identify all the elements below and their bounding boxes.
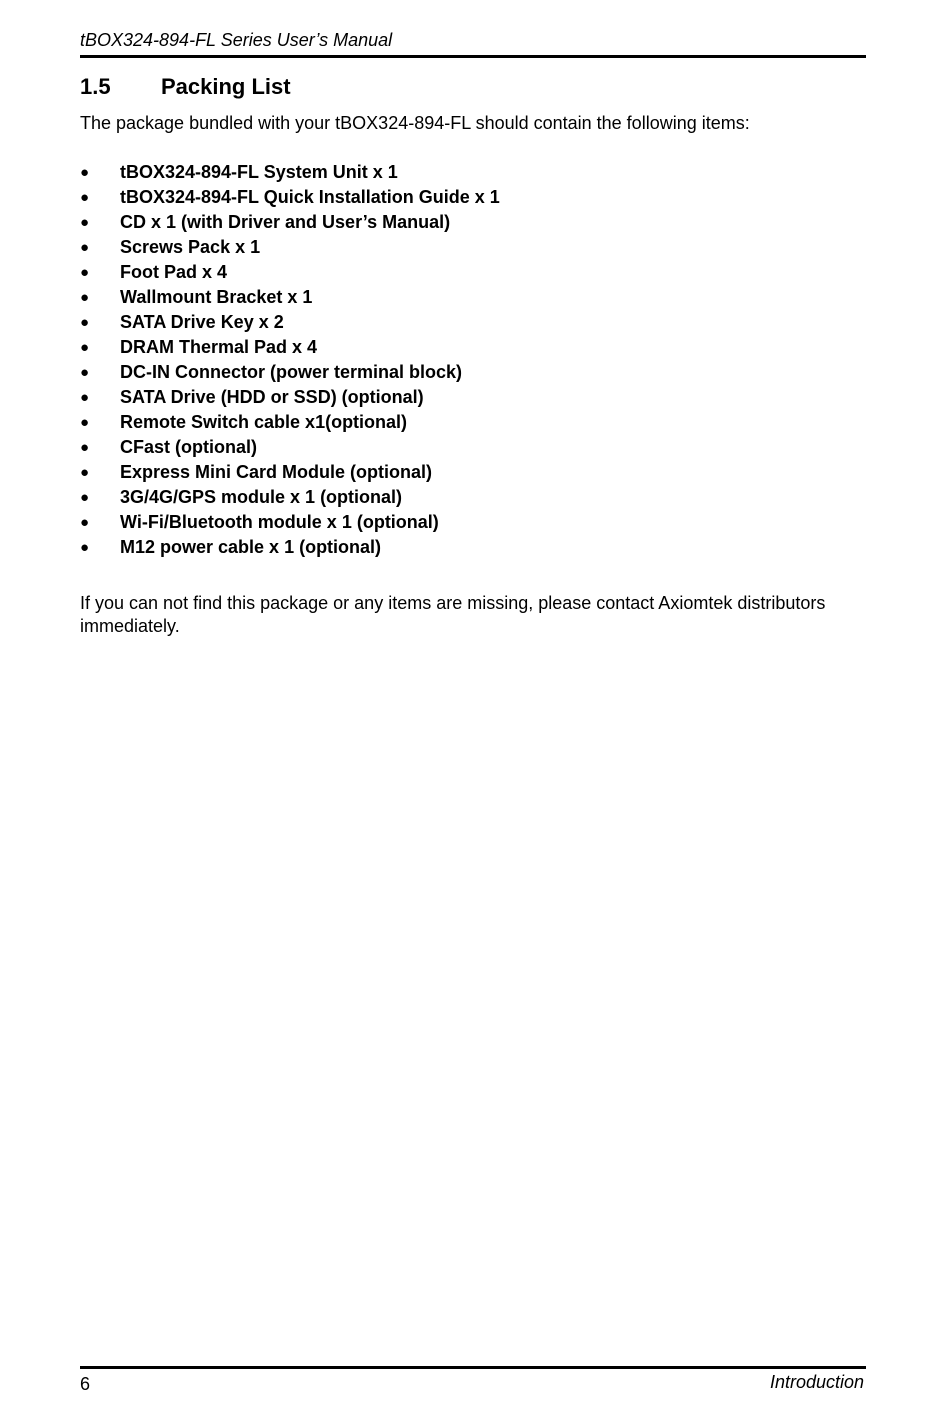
header-rule: [80, 55, 866, 58]
list-item-text: DC-IN Connector (power terminal block): [120, 362, 463, 382]
bullet-icon: ●: [80, 414, 90, 431]
bullet-icon: ●: [80, 314, 90, 331]
list-item: [80, 185, 500, 210]
list-item-text: CFast (optional): [120, 437, 257, 457]
bullet-icon: ●: [80, 264, 90, 281]
bullet-icon: ●: [80, 239, 90, 256]
list-item: [80, 210, 500, 235]
list-item-text: Foot Pad x 4: [120, 262, 228, 282]
list-item-text: Wi-Fi/Bluetooth module x 1 (optional): [120, 512, 439, 532]
bullet-icon: ●: [80, 539, 90, 556]
list-item: [80, 535, 500, 560]
list-item-text: 3G/4G/GPS module x 1 (optional): [120, 487, 403, 507]
list-item-text: SATA Drive Key x 2: [120, 312, 284, 332]
bullet-icon: ●: [80, 389, 90, 406]
list-item: [80, 435, 500, 460]
bullet-icon: ●: [80, 214, 90, 231]
section-number: 1.5: [80, 74, 111, 99]
list-item-text: tBOX324-894-FL System Unit x 1: [120, 162, 398, 182]
closing-paragraph: If you can not find this package or any items are missing, please contact Axiomtek distributors immediately.: [80, 593, 826, 636]
list-item: [80, 310, 500, 335]
list-item: [80, 410, 500, 435]
list-item-text: DRAM Thermal Pad x 4: [120, 337, 318, 357]
bullet-icon: ●: [80, 289, 90, 306]
list-item: [80, 260, 500, 285]
intro-paragraph: The package bundled with your tBOX324-894-FL should contain the following items:: [80, 113, 750, 133]
page-number: 6: [80, 1374, 91, 1394]
bullet-icon: ●: [80, 189, 90, 206]
list-item: [80, 235, 500, 260]
list-item-text: tBOX324-894-FL Quick Installation Guide x 1: [120, 187, 500, 207]
packing-list: [80, 160, 500, 560]
list-item-text: M12 power cable x 1 (optional): [120, 537, 382, 557]
bullet-icon: ●: [80, 514, 90, 531]
bullet-icon: ●: [80, 339, 90, 356]
list-item-text: Wallmount Bracket x 1: [120, 287, 313, 307]
bullet-icon: ●: [80, 439, 90, 456]
chapter-name: Introduction: [769, 1372, 864, 1392]
bullet-icon: ●: [80, 164, 90, 181]
list-item-text: Express Mini Card Module (optional): [120, 462, 433, 482]
list-item-text: Remote Switch cable x1(optional): [120, 412, 408, 432]
list-item: [80, 460, 500, 485]
list-item: [80, 385, 500, 410]
bullet-icon: ●: [80, 364, 90, 381]
bullet-icon: ●: [80, 489, 90, 506]
list-item: [80, 160, 500, 185]
section-heading: [80, 74, 291, 100]
list-item: [80, 360, 500, 385]
list-item: [80, 510, 500, 535]
list-item-text: SATA Drive (HDD or SSD) (optional): [120, 387, 424, 407]
section-title: Packing List: [161, 74, 291, 99]
list-item: [80, 485, 500, 510]
list-item-text: CD x 1 (with Driver and User’s Manual): [120, 212, 451, 232]
running-header-title: tBOX324-894-FL Series User’s Manual: [80, 30, 393, 50]
list-item-text: Screws Pack x 1: [120, 237, 261, 257]
list-item: [80, 335, 500, 360]
bullet-icon: ●: [80, 464, 90, 481]
list-item: [80, 285, 500, 310]
footer-rule: [80, 1366, 866, 1369]
